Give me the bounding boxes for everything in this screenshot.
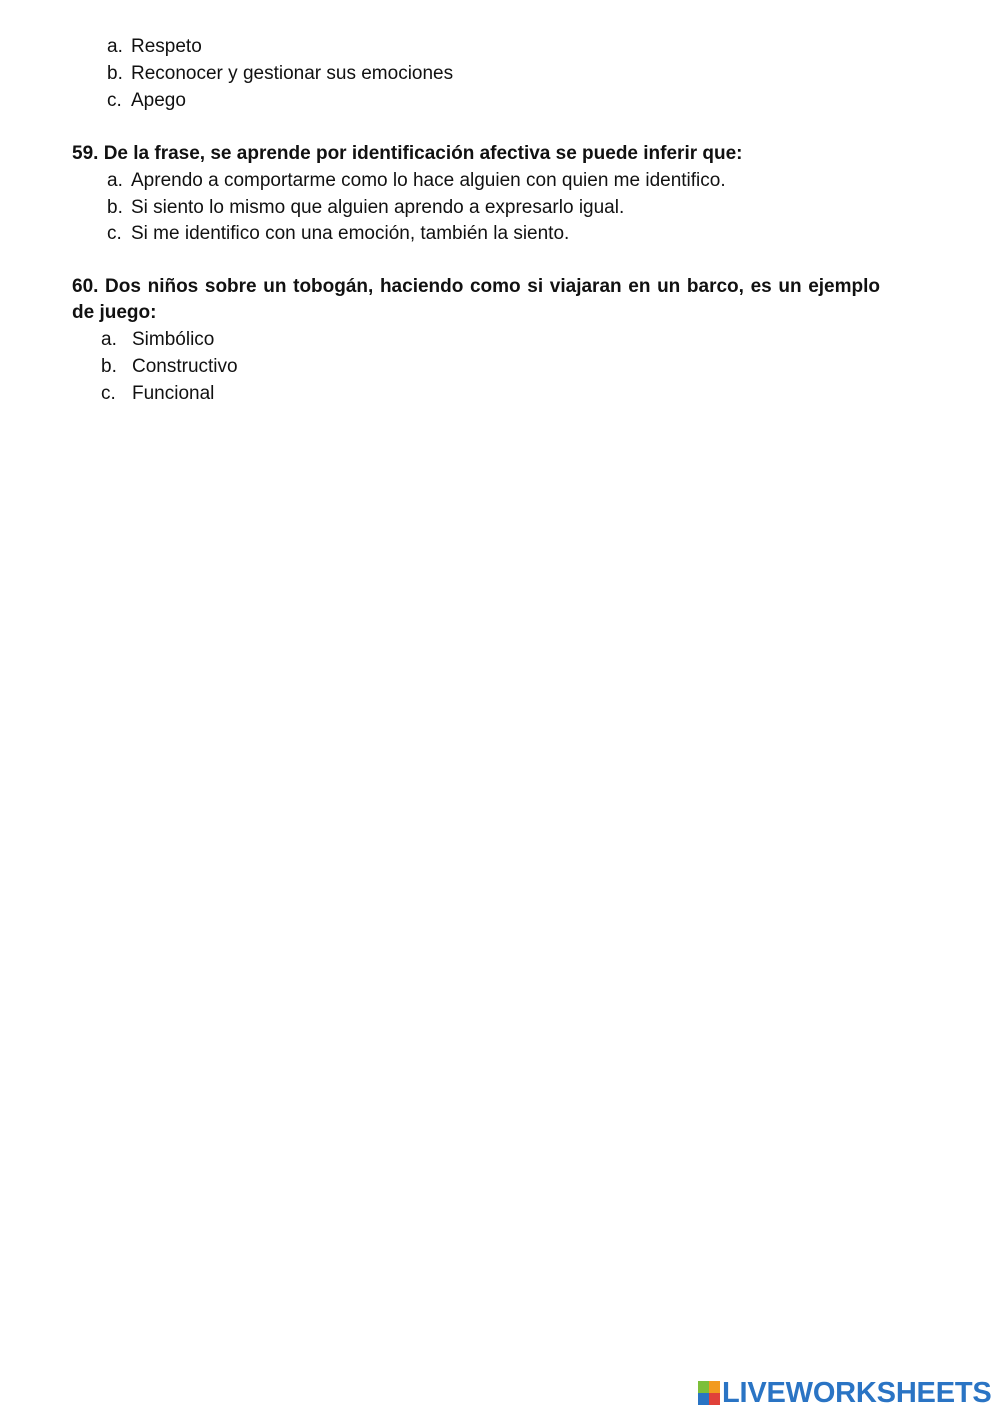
logo-square [709, 1381, 720, 1393]
option-letter: a. [101, 329, 117, 350]
question-59: 59. De la frase, se aprende por identificación afectiva se puede inferir que: [72, 143, 743, 164]
logo-square [709, 1393, 720, 1405]
liveworksheets-logo-icon [698, 1381, 720, 1405]
option-text: Reconocer y gestionar sus emociones [131, 63, 454, 84]
question-60: 60. Dos niños sobre un tobogán, haciendo como si viajaran en un barco, es un ejemplo de juego: [72, 276, 880, 323]
logo-square [698, 1381, 709, 1393]
option-text: Funcional [132, 383, 215, 404]
option-letter: c. [101, 383, 116, 404]
logo-square [698, 1393, 709, 1405]
option-text: Apego [131, 90, 186, 111]
option-letter: b. [107, 197, 123, 218]
option-text: Si me identifico con una emoción, también la siento. [131, 223, 570, 244]
option-text: Aprendo a comportarme como lo hace alguien con quien me identifico. [131, 170, 726, 191]
option-letter: c. [107, 223, 122, 244]
liveworksheets-brand [698, 1377, 992, 1409]
option-text: Simbólico [132, 329, 215, 350]
option-letter: c. [107, 90, 122, 111]
option-letter: b. [107, 63, 123, 84]
option-letter: a. [107, 170, 123, 191]
option-letter: a. [107, 36, 123, 57]
option-letter: b. [101, 356, 117, 377]
option-text: Constructivo [132, 356, 238, 377]
option-text: Si siento lo mismo que alguien aprendo a expresarlo igual. [131, 197, 625, 218]
option-text: Respeto [131, 36, 202, 57]
brand-name: LIVEWORKSHEETS [722, 1376, 992, 1409]
